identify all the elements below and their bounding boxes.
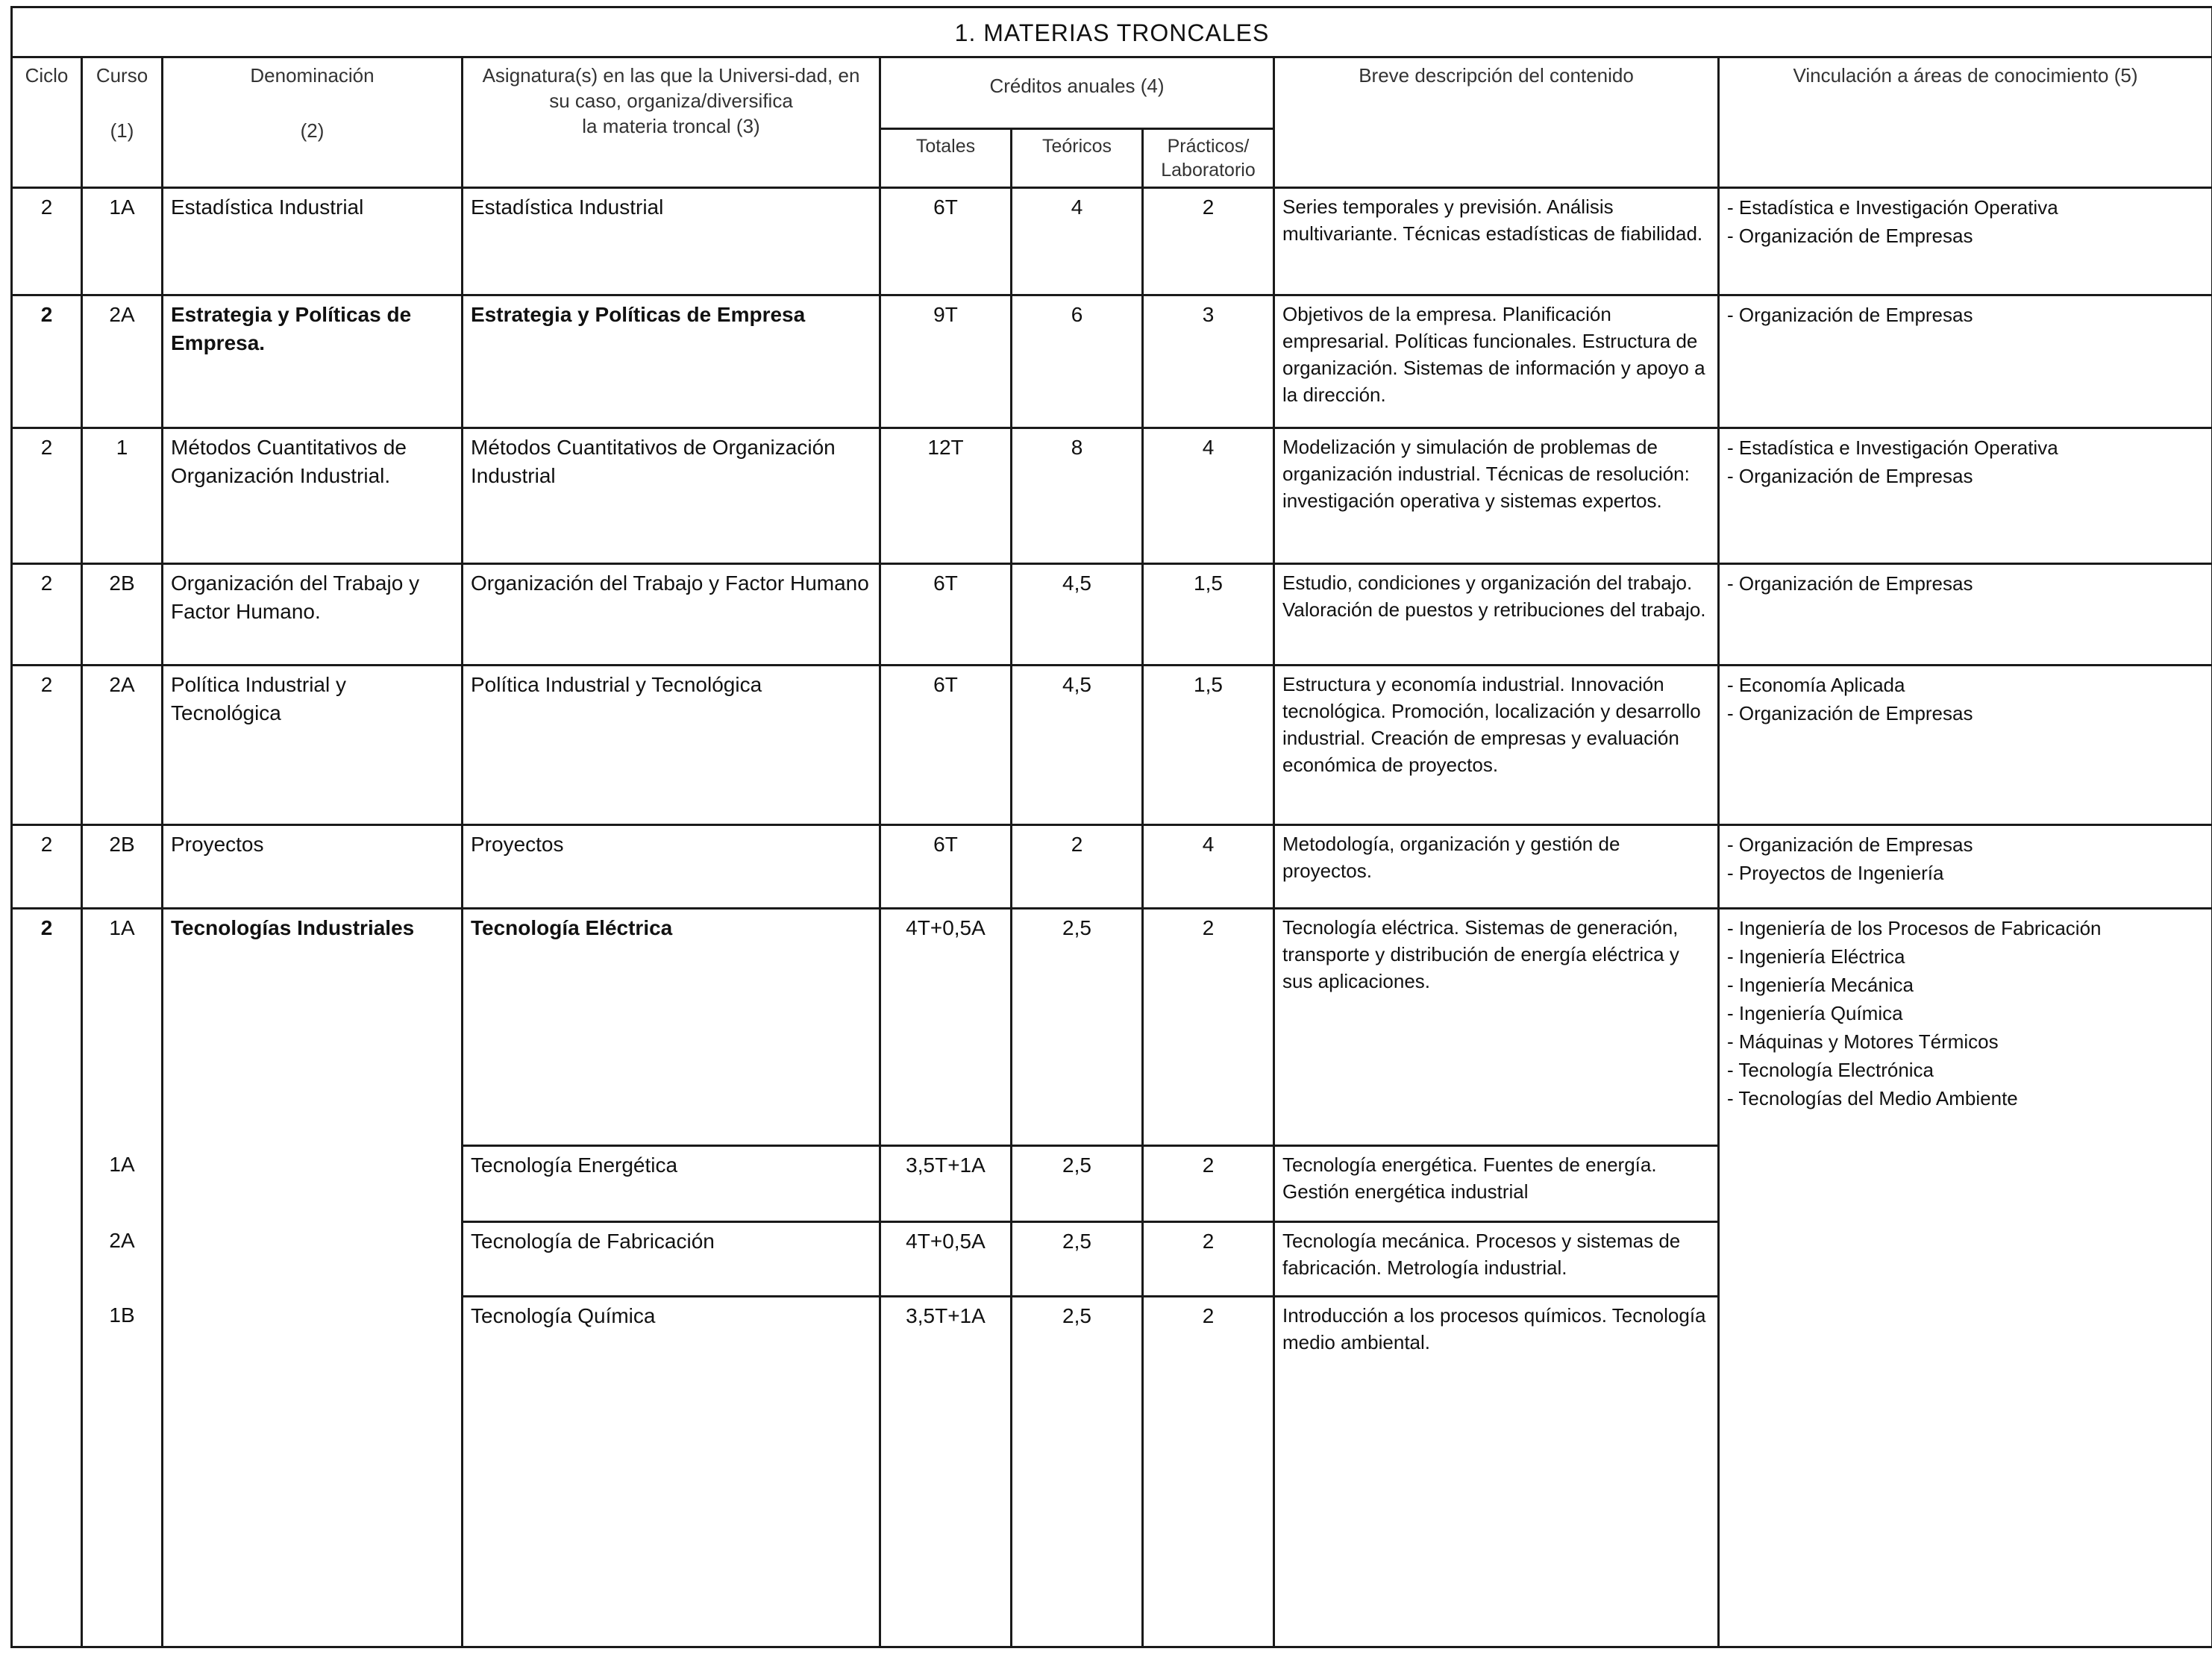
cell-descripcion: Tecnología energética. Fuentes de energía. Gestión energética industrial bbox=[1274, 1146, 1719, 1222]
cell-totales: 4T+0,5A bbox=[880, 909, 1012, 1146]
cell-curso: 2B bbox=[82, 825, 163, 909]
cell-areas bbox=[1719, 666, 2212, 825]
cell-teoricos: 2,5 bbox=[1012, 1146, 1143, 1222]
table-title: 1. MATERIAS TRONCALES bbox=[12, 7, 2212, 57]
cell-asignatura: Tecnología Energética bbox=[463, 1146, 880, 1222]
cell-totales: 6T bbox=[880, 188, 1012, 295]
cell-areas bbox=[1719, 909, 2212, 1647]
table-row bbox=[12, 188, 2212, 295]
header-curso-note: (1) bbox=[110, 119, 134, 142]
cell-descripcion: Modelización y simulación de problemas de organización industrial. Técnicas de resolución: investigación operativa y sistemas expertos. bbox=[1274, 428, 1719, 564]
area-item: - Ingeniería Eléctrica bbox=[1727, 945, 1905, 968]
cell-teoricos: 4,5 bbox=[1012, 666, 1143, 825]
header-descripcion: Breve descripción del contenido bbox=[1274, 57, 1719, 188]
table-row bbox=[12, 295, 2212, 428]
table-row bbox=[12, 825, 2212, 909]
header-row-1 bbox=[12, 57, 2212, 129]
cell-denominacion: Proyectos bbox=[163, 825, 463, 909]
cell-ciclo: 2 bbox=[12, 564, 82, 666]
header-practicos: Prácticos/ Laboratorio bbox=[1143, 129, 1274, 188]
area-item: - Organización de Empresas bbox=[1727, 702, 1973, 724]
area-item: - Ingeniería Mecánica bbox=[1727, 974, 1914, 996]
cell-denominacion: Métodos Cuantitativos de Organización Industrial. bbox=[163, 428, 463, 564]
cell-teoricos: 4 bbox=[1012, 188, 1143, 295]
cell-practicos: 1,5 bbox=[1143, 666, 1274, 825]
header-asignaturas-line2: la materia troncal (3) bbox=[582, 115, 760, 137]
cell-teoricos: 2,5 bbox=[1012, 909, 1143, 1146]
cell-denominacion: Política Industrial y Tecnológica bbox=[163, 666, 463, 825]
cell-teoricos: 2 bbox=[1012, 825, 1143, 909]
cell-denominacion: Estadística Industrial bbox=[163, 188, 463, 295]
cell-descripcion: Tecnología mecánica. Procesos y sistemas de fabricación. Metrología industrial. bbox=[1274, 1222, 1719, 1297]
cell-descripcion: Metodología, organización y gestión de proyectos. bbox=[1274, 825, 1719, 909]
header-asignaturas-label: Asignatura(s) en las que la Universi-dad, en su caso, organiza/diversifica bbox=[482, 64, 860, 112]
area-item: - Máquinas y Motores Térmicos bbox=[1727, 1030, 1999, 1053]
area-item: - Ingeniería Química bbox=[1727, 1002, 1903, 1024]
title-row bbox=[12, 7, 2212, 57]
area-item: - Estadística e Investigación Operativa bbox=[1727, 196, 2058, 219]
cell-descripcion: Objetivos de la empresa. Planificación empresarial. Políticas funcionales. Estructura de organización. Sistemas de información y apoyo a la dirección. bbox=[1274, 295, 1719, 428]
area-item: - Tecnologías del Medio Ambiente bbox=[1727, 1087, 2018, 1109]
header-creditos: Créditos anuales (4) bbox=[880, 57, 1274, 129]
cell-asignatura: Proyectos bbox=[463, 825, 880, 909]
cell-practicos: 3 bbox=[1143, 295, 1274, 428]
cell-denominacion: Tecnologías Industriales bbox=[163, 909, 463, 1647]
cell-practicos: 4 bbox=[1143, 428, 1274, 564]
cell-totales: 6T bbox=[880, 825, 1012, 909]
cell-curso: 2A bbox=[82, 295, 163, 428]
cell-areas bbox=[1719, 564, 2212, 666]
area-item: - Organización de Empresas bbox=[1727, 572, 1973, 595]
cell-ciclo: 2 bbox=[12, 825, 82, 909]
cell-asignatura: Organización del Trabajo y Factor Humano bbox=[463, 564, 880, 666]
header-denominacion-note: (2) bbox=[300, 119, 325, 142]
cell-curso: 2A bbox=[82, 1222, 163, 1297]
cell-curso: 2A bbox=[82, 666, 163, 825]
cell-curso: 1B bbox=[82, 1297, 163, 1647]
cell-denominacion: Estrategia y Políticas de Empresa. bbox=[163, 295, 463, 428]
cell-totales: 3,5T+1A bbox=[880, 1146, 1012, 1222]
cell-descripcion: Estructura y economía industrial. Innovación tecnológica. Promoción, localización y desarrollo industrial. Creación de empresas y evaluación económica de proyectos. bbox=[1274, 666, 1719, 825]
header-vinculacion: Vinculación a áreas de conocimiento (5) bbox=[1719, 57, 2212, 188]
cell-totales: 9T bbox=[880, 295, 1012, 428]
header-ciclo-label: Ciclo bbox=[25, 64, 69, 87]
cell-curso: 1 bbox=[82, 428, 163, 564]
area-item: - Organización de Empresas bbox=[1727, 304, 1973, 326]
area-item: - Ingeniería de los Procesos de Fabricación bbox=[1727, 917, 2102, 939]
header-ciclo bbox=[12, 57, 82, 188]
area-item: - Economía Aplicada bbox=[1727, 674, 1905, 696]
cell-asignatura: Estrategia y Políticas de Empresa bbox=[463, 295, 880, 428]
area-item: - Organización de Empresas bbox=[1727, 833, 1973, 856]
cell-practicos: 1,5 bbox=[1143, 564, 1274, 666]
cell-practicos: 2 bbox=[1143, 909, 1274, 1146]
cell-totales: 6T bbox=[880, 666, 1012, 825]
document-sheet bbox=[10, 6, 2211, 1671]
cell-descripcion: Series temporales y previsión. Análisis multivariante. Técnicas estadísticas de fiabilidad. bbox=[1274, 188, 1719, 295]
cell-totales: 3,5T+1A bbox=[880, 1297, 1012, 1647]
area-item: - Proyectos de Ingeniería bbox=[1727, 862, 1944, 884]
cell-descripcion: Tecnología eléctrica. Sistemas de generación, transporte y distribución de energía eléctrica y sus aplicaciones. bbox=[1274, 909, 1719, 1146]
cell-areas bbox=[1719, 295, 2212, 428]
header-denominacion-label: Denominación bbox=[250, 64, 375, 87]
cell-practicos: 4 bbox=[1143, 825, 1274, 909]
cell-asignatura: Métodos Cuantitativos de Organización Industrial bbox=[463, 428, 880, 564]
cell-practicos: 2 bbox=[1143, 1222, 1274, 1297]
table-row bbox=[12, 909, 2212, 1146]
materias-troncales-table bbox=[10, 6, 2212, 1648]
header-curso bbox=[82, 57, 163, 188]
header-curso-label: Curso bbox=[95, 64, 148, 87]
cell-totales: 6T bbox=[880, 564, 1012, 666]
header-totales: Totales bbox=[880, 129, 1012, 188]
cell-asignatura: Política Industrial y Tecnológica bbox=[463, 666, 880, 825]
cell-areas bbox=[1719, 188, 2212, 295]
cell-teoricos: 8 bbox=[1012, 428, 1143, 564]
cell-asignatura: Estadística Industrial bbox=[463, 188, 880, 295]
cell-ciclo: 2 bbox=[12, 295, 82, 428]
cell-asignatura: Tecnología Eléctrica bbox=[463, 909, 880, 1146]
cell-practicos: 2 bbox=[1143, 1146, 1274, 1222]
table-row bbox=[12, 564, 2212, 666]
cell-curso: 1A bbox=[82, 909, 163, 1146]
cell-ciclo: 2 bbox=[12, 428, 82, 564]
table-row bbox=[12, 666, 2212, 825]
area-item: - Organización de Empresas bbox=[1727, 225, 1973, 247]
cell-asignatura: Tecnología de Fabricación bbox=[463, 1222, 880, 1297]
cell-ciclo: 2 bbox=[12, 188, 82, 295]
cell-asignatura: Tecnología Química bbox=[463, 1297, 880, 1647]
cell-practicos: 2 bbox=[1143, 1297, 1274, 1647]
cell-teoricos: 4,5 bbox=[1012, 564, 1143, 666]
area-item: - Organización de Empresas bbox=[1727, 465, 1973, 487]
header-asignaturas bbox=[463, 57, 880, 188]
cell-teoricos: 6 bbox=[1012, 295, 1143, 428]
cell-ciclo: 2 bbox=[12, 909, 82, 1647]
cell-curso: 1A bbox=[82, 188, 163, 295]
cell-totales: 4T+0,5A bbox=[880, 1222, 1012, 1297]
cell-curso: 2B bbox=[82, 564, 163, 666]
cell-areas bbox=[1719, 428, 2212, 564]
table-row bbox=[12, 428, 2212, 564]
cell-totales: 12T bbox=[880, 428, 1012, 564]
area-item: - Estadística e Investigación Operativa bbox=[1727, 436, 2058, 459]
cell-practicos: 2 bbox=[1143, 188, 1274, 295]
header-teoricos: Teóricos bbox=[1012, 129, 1143, 188]
cell-denominacion: Organización del Trabajo y Factor Humano. bbox=[163, 564, 463, 666]
cell-teoricos: 2,5 bbox=[1012, 1297, 1143, 1647]
cell-descripcion: Introducción a los procesos químicos. Tecnología medio ambiental. bbox=[1274, 1297, 1719, 1647]
area-item: - Tecnología Electrónica bbox=[1727, 1059, 1934, 1081]
cell-descripcion: Estudio, condiciones y organización del trabajo. Valoración de puestos y retribuciones del trabajo. bbox=[1274, 564, 1719, 666]
cell-areas bbox=[1719, 825, 2212, 909]
cell-curso: 1A bbox=[82, 1146, 163, 1222]
header-denominacion bbox=[163, 57, 463, 188]
cell-ciclo: 2 bbox=[12, 666, 82, 825]
cell-teoricos: 2,5 bbox=[1012, 1222, 1143, 1297]
